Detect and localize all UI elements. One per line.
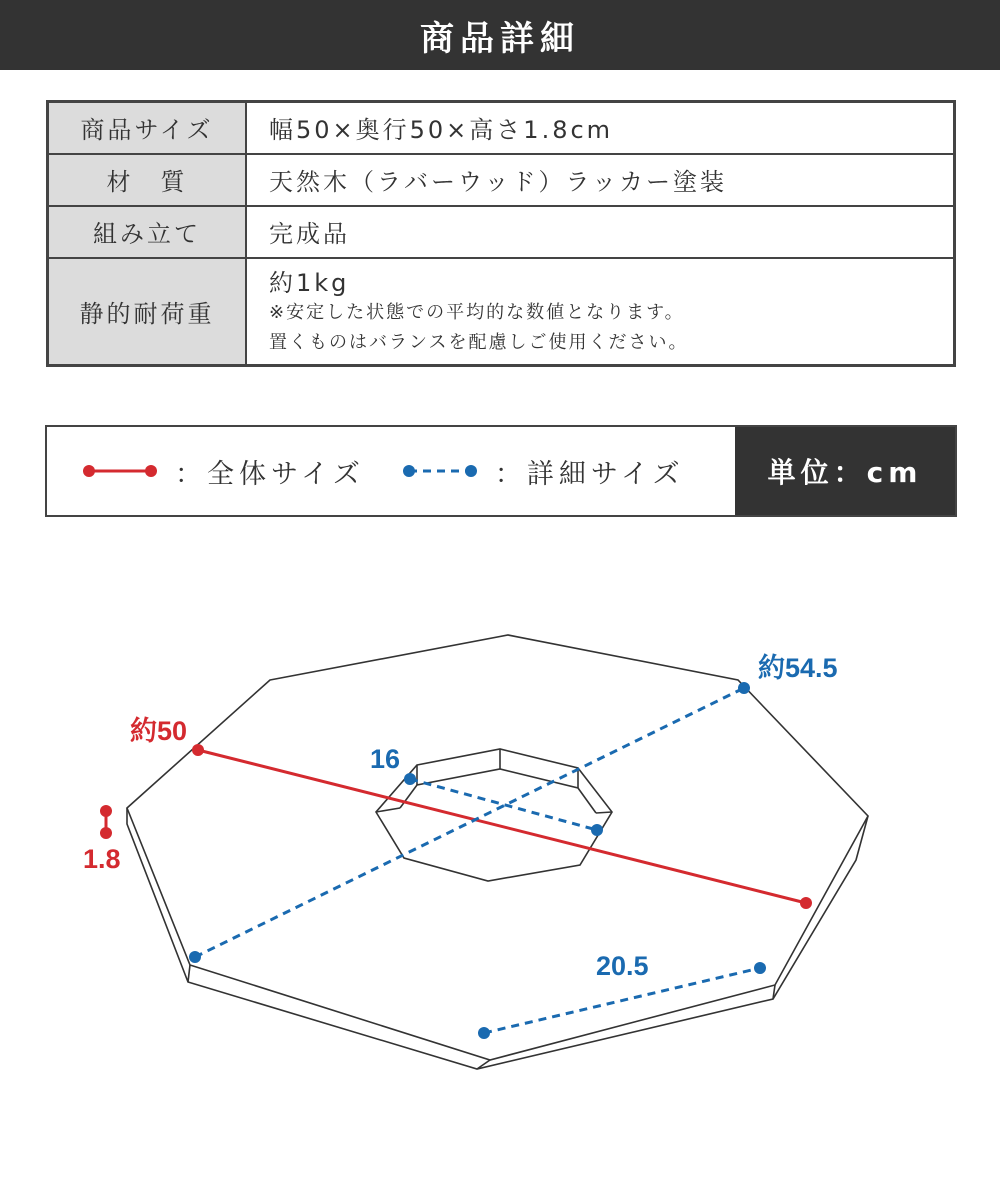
spec-table: [46, 100, 956, 367]
product-diagram: [0, 560, 1000, 1120]
diagonal-label: 約54.5: [758, 653, 838, 683]
table-row: [48, 154, 955, 206]
blue-dashed-line-icon: [401, 461, 481, 481]
thickness-dimension-line: [100, 805, 112, 839]
page-title: 商品詳細: [420, 18, 580, 59]
assembly-label: 組み立て: [48, 206, 247, 258]
legend-detail-label: ：詳細サイズ: [494, 458, 685, 490]
size-value: 幅50×奥行50×高さ1.8cm: [246, 102, 955, 154]
header-bar: [0, 0, 1000, 70]
width-label: 約50: [130, 716, 188, 746]
table-row: [48, 206, 955, 258]
load-note-1: ※安定した状態での平均的な数値となります。: [269, 302, 685, 324]
legend-detail: [401, 452, 685, 491]
load-note-2: 置くものはバランスを配慮しご使用ください。: [269, 332, 689, 354]
size-label: 商品サイズ: [48, 102, 247, 154]
side-label: 20.5: [596, 951, 649, 981]
assembly-value: 完成品: [246, 206, 955, 258]
unit-badge: 単位：cm: [735, 427, 955, 515]
red-line-icon: [81, 461, 161, 481]
material-label: 材 質: [48, 154, 247, 206]
load-label: 静的耐荷重: [48, 258, 247, 366]
legend-overall-label: ：全体サイズ: [175, 458, 365, 490]
legend-box: [45, 425, 957, 517]
table-row: [48, 258, 955, 366]
load-value: 約1kg: [269, 269, 350, 298]
table-row: [48, 102, 955, 154]
legend-overall: [81, 452, 365, 491]
thickness-label: 1.8: [83, 844, 121, 874]
hole-label: 16: [370, 744, 401, 774]
load-cell: [246, 258, 955, 366]
material-value: 天然木（ラバーウッド）ラッカー塗装: [246, 154, 955, 206]
